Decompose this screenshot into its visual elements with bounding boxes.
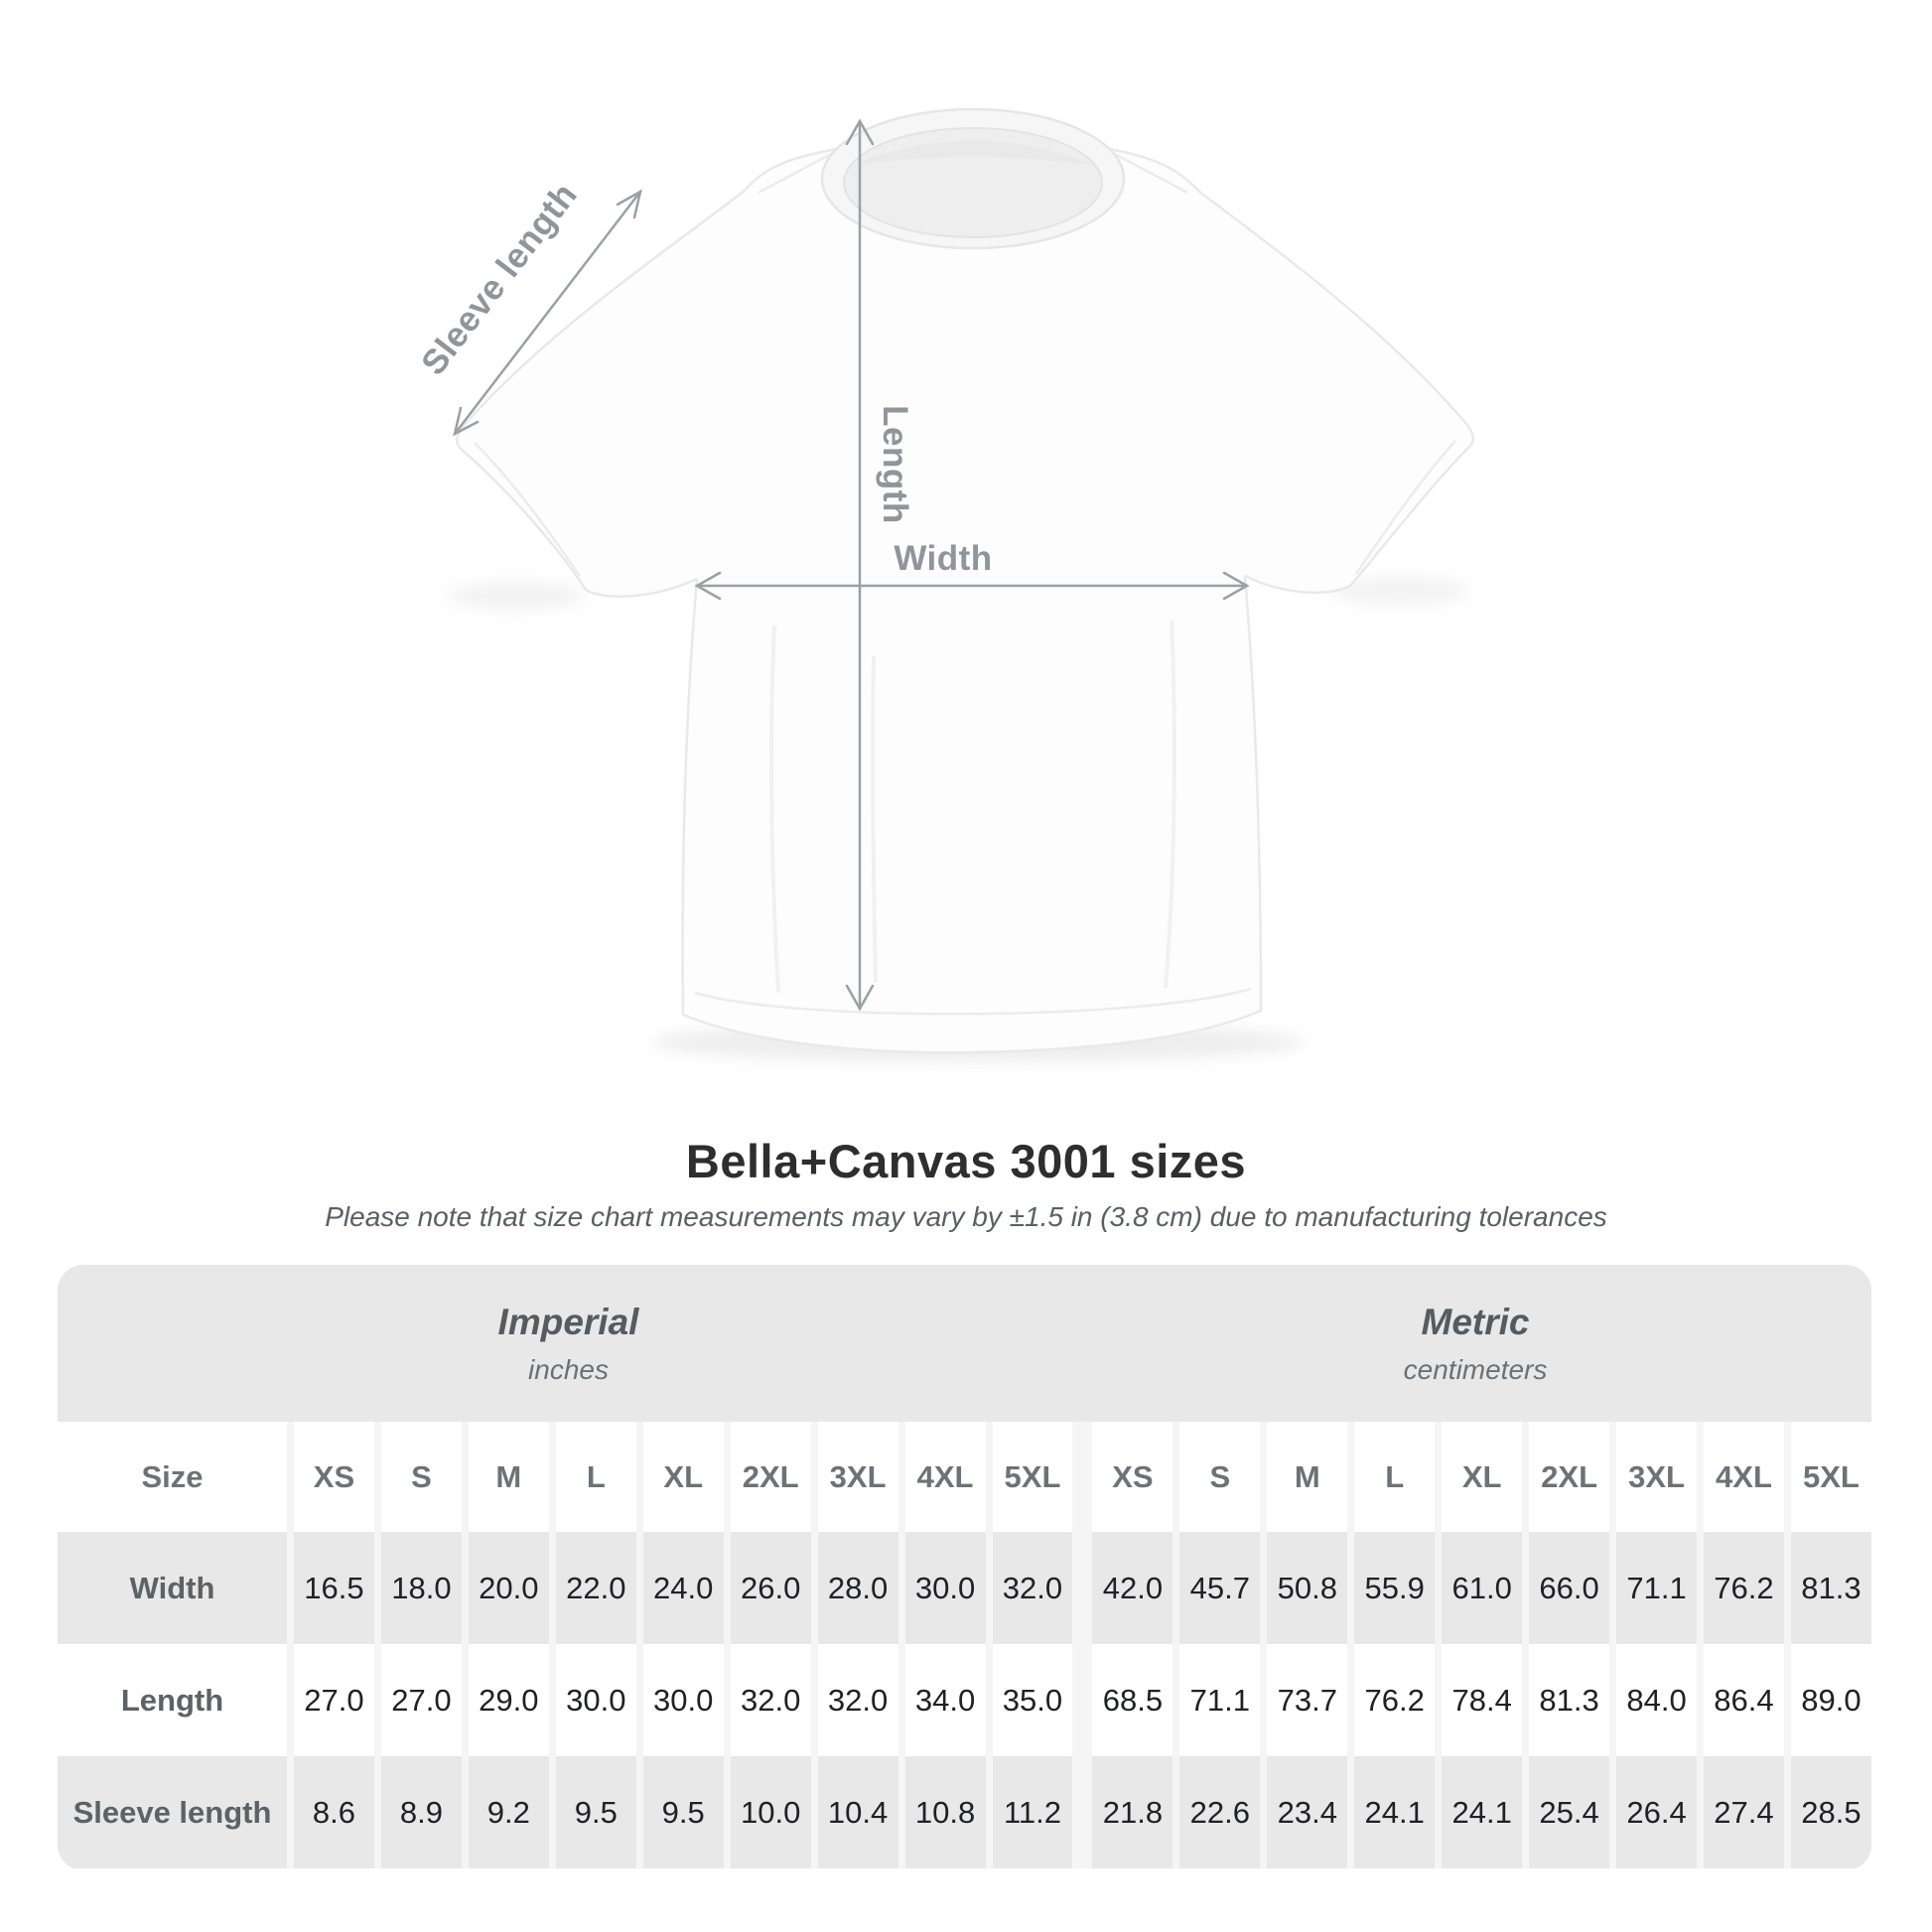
measurement-value-cell: 23.4 (1260, 1756, 1347, 1868)
measurement-value-cell: 71.1 (1173, 1644, 1260, 1756)
imperial-label: Imperial (497, 1302, 639, 1342)
size-column-header: 4XL (1697, 1422, 1784, 1532)
measurement-value-cell: 18.0 (374, 1532, 462, 1644)
measurement-value-cell: 10.8 (898, 1756, 986, 1868)
measurement-value-cell: 86.4 (1697, 1644, 1784, 1756)
measurement-value-cell: 35.0 (986, 1644, 1073, 1756)
measurement-value-cell: 22.6 (1173, 1756, 1260, 1868)
measurement-value-cell: 45.7 (1173, 1532, 1260, 1644)
measurement-value-cell: 30.0 (549, 1644, 636, 1756)
size-header-row (58, 1422, 1871, 1532)
measurement-value-cell: 32.0 (986, 1532, 1073, 1644)
metric-unit-label: centimeters (1403, 1354, 1548, 1385)
measurement-value-cell: 55.9 (1347, 1532, 1435, 1644)
metric-header (1079, 1265, 1871, 1422)
measurement-value-cell: 9.5 (549, 1756, 636, 1868)
measurement-value-cell: 68.5 (1072, 1644, 1173, 1756)
imperial-header (58, 1265, 1079, 1422)
size-column-header: M (462, 1422, 549, 1532)
size-table (58, 1265, 1871, 1870)
size-column-header: XS (287, 1422, 374, 1532)
measurement-value-cell: 26.0 (724, 1532, 811, 1644)
size-column-header: 2XL (724, 1422, 811, 1532)
measurement-value-cell: 81.3 (1784, 1532, 1871, 1644)
measurement-row (58, 1756, 1871, 1868)
measurement-row (58, 1532, 1871, 1644)
measurement-value-cell: 30.0 (636, 1644, 724, 1756)
measurement-value-cell: 32.0 (811, 1644, 898, 1756)
size-column-header: 3XL (1609, 1422, 1697, 1532)
size-column-header: 5XL (986, 1422, 1073, 1532)
measurement-row (58, 1644, 1871, 1756)
measurement-value-cell: 34.0 (898, 1644, 986, 1756)
measurement-value-cell: 27.4 (1697, 1756, 1784, 1868)
measurement-value-cell: 71.1 (1609, 1532, 1697, 1644)
measurement-value-cell: 28.0 (811, 1532, 898, 1644)
measurement-value-cell: 8.6 (287, 1756, 374, 1868)
measurement-value-cell: 50.8 (1260, 1532, 1347, 1644)
size-column-header: XL (636, 1422, 724, 1532)
measurement-row-label: Width (58, 1532, 287, 1644)
size-column-header: 2XL (1522, 1422, 1609, 1532)
size-column-header: XS (1072, 1422, 1173, 1532)
measurement-value-cell: 78.4 (1435, 1644, 1522, 1756)
tshirt-collar (822, 109, 1124, 248)
measurement-value-cell: 29.0 (462, 1644, 549, 1756)
measurement-value-cell: 11.2 (986, 1756, 1073, 1868)
measurement-value-cell: 21.8 (1072, 1756, 1173, 1868)
measurement-value-cell: 27.0 (374, 1644, 462, 1756)
measurement-value-cell: 9.5 (636, 1756, 724, 1868)
size-column-header: 4XL (898, 1422, 986, 1532)
measurement-value-cell: 30.0 (898, 1532, 986, 1644)
measurement-value-cell: 28.5 (1784, 1756, 1871, 1868)
imperial-unit-label: inches (528, 1354, 609, 1385)
measurement-value-cell: 24.1 (1435, 1756, 1522, 1868)
measurement-value-cell: 10.4 (811, 1756, 898, 1868)
metric-label: Metric (1421, 1302, 1530, 1342)
size-column-header: S (374, 1422, 462, 1532)
length-label: Length (876, 405, 914, 524)
measurement-row-label: Sleeve length (58, 1756, 287, 1868)
measurement-value-cell: 25.4 (1522, 1756, 1609, 1868)
measurement-value-cell: 89.0 (1784, 1644, 1871, 1756)
measurement-value-cell: 20.0 (462, 1532, 549, 1644)
size-column-header: M (1260, 1422, 1347, 1532)
size-grid (58, 1422, 1871, 1868)
measurement-value-cell: 66.0 (1522, 1532, 1609, 1644)
size-column-header: L (549, 1422, 636, 1532)
size-tolerance-note: Please note that size chart measurements may vary by ±1.5 in (3.8 cm) due to manufacturing tolerances (325, 1201, 1607, 1232)
measurement-value-cell: 9.2 (462, 1756, 549, 1868)
tshirt-graphic (457, 109, 1472, 1052)
measurement-value-cell: 61.0 (1435, 1532, 1522, 1644)
size-column-header: S (1173, 1422, 1260, 1532)
measurement-value-cell: 76.2 (1697, 1532, 1784, 1644)
measurement-value-cell: 24.0 (636, 1532, 724, 1644)
table-header-band (58, 1265, 1871, 1422)
measurement-value-cell: 84.0 (1609, 1644, 1697, 1756)
measurement-value-cell: 8.9 (374, 1756, 462, 1868)
size-column-header: XL (1435, 1422, 1522, 1532)
size-column-header: 3XL (811, 1422, 898, 1532)
measurement-value-cell: 22.0 (549, 1532, 636, 1644)
size-column-header: L (1347, 1422, 1435, 1532)
measurement-value-cell: 26.4 (1609, 1756, 1697, 1868)
sleeve-length-label: Sleeve length (413, 176, 586, 382)
size-column-header: 5XL (1784, 1422, 1871, 1532)
measurement-value-cell: 32.0 (724, 1644, 811, 1756)
size-row-label: Size (58, 1422, 287, 1532)
measurement-value-cell: 16.5 (287, 1532, 374, 1644)
measurement-row-label: Length (58, 1644, 287, 1756)
width-label: Width (894, 539, 993, 578)
measurement-value-cell: 42.0 (1072, 1532, 1173, 1644)
measurement-value-cell: 24.1 (1347, 1756, 1435, 1868)
measurement-value-cell: 27.0 (287, 1644, 374, 1756)
page-title: Bella+Canvas 3001 sizes (685, 1135, 1247, 1187)
measurement-value-cell: 81.3 (1522, 1644, 1609, 1756)
measurement-value-cell: 76.2 (1347, 1644, 1435, 1756)
measurement-value-cell: 10.0 (724, 1756, 811, 1868)
measurement-value-cell: 73.7 (1260, 1644, 1347, 1756)
